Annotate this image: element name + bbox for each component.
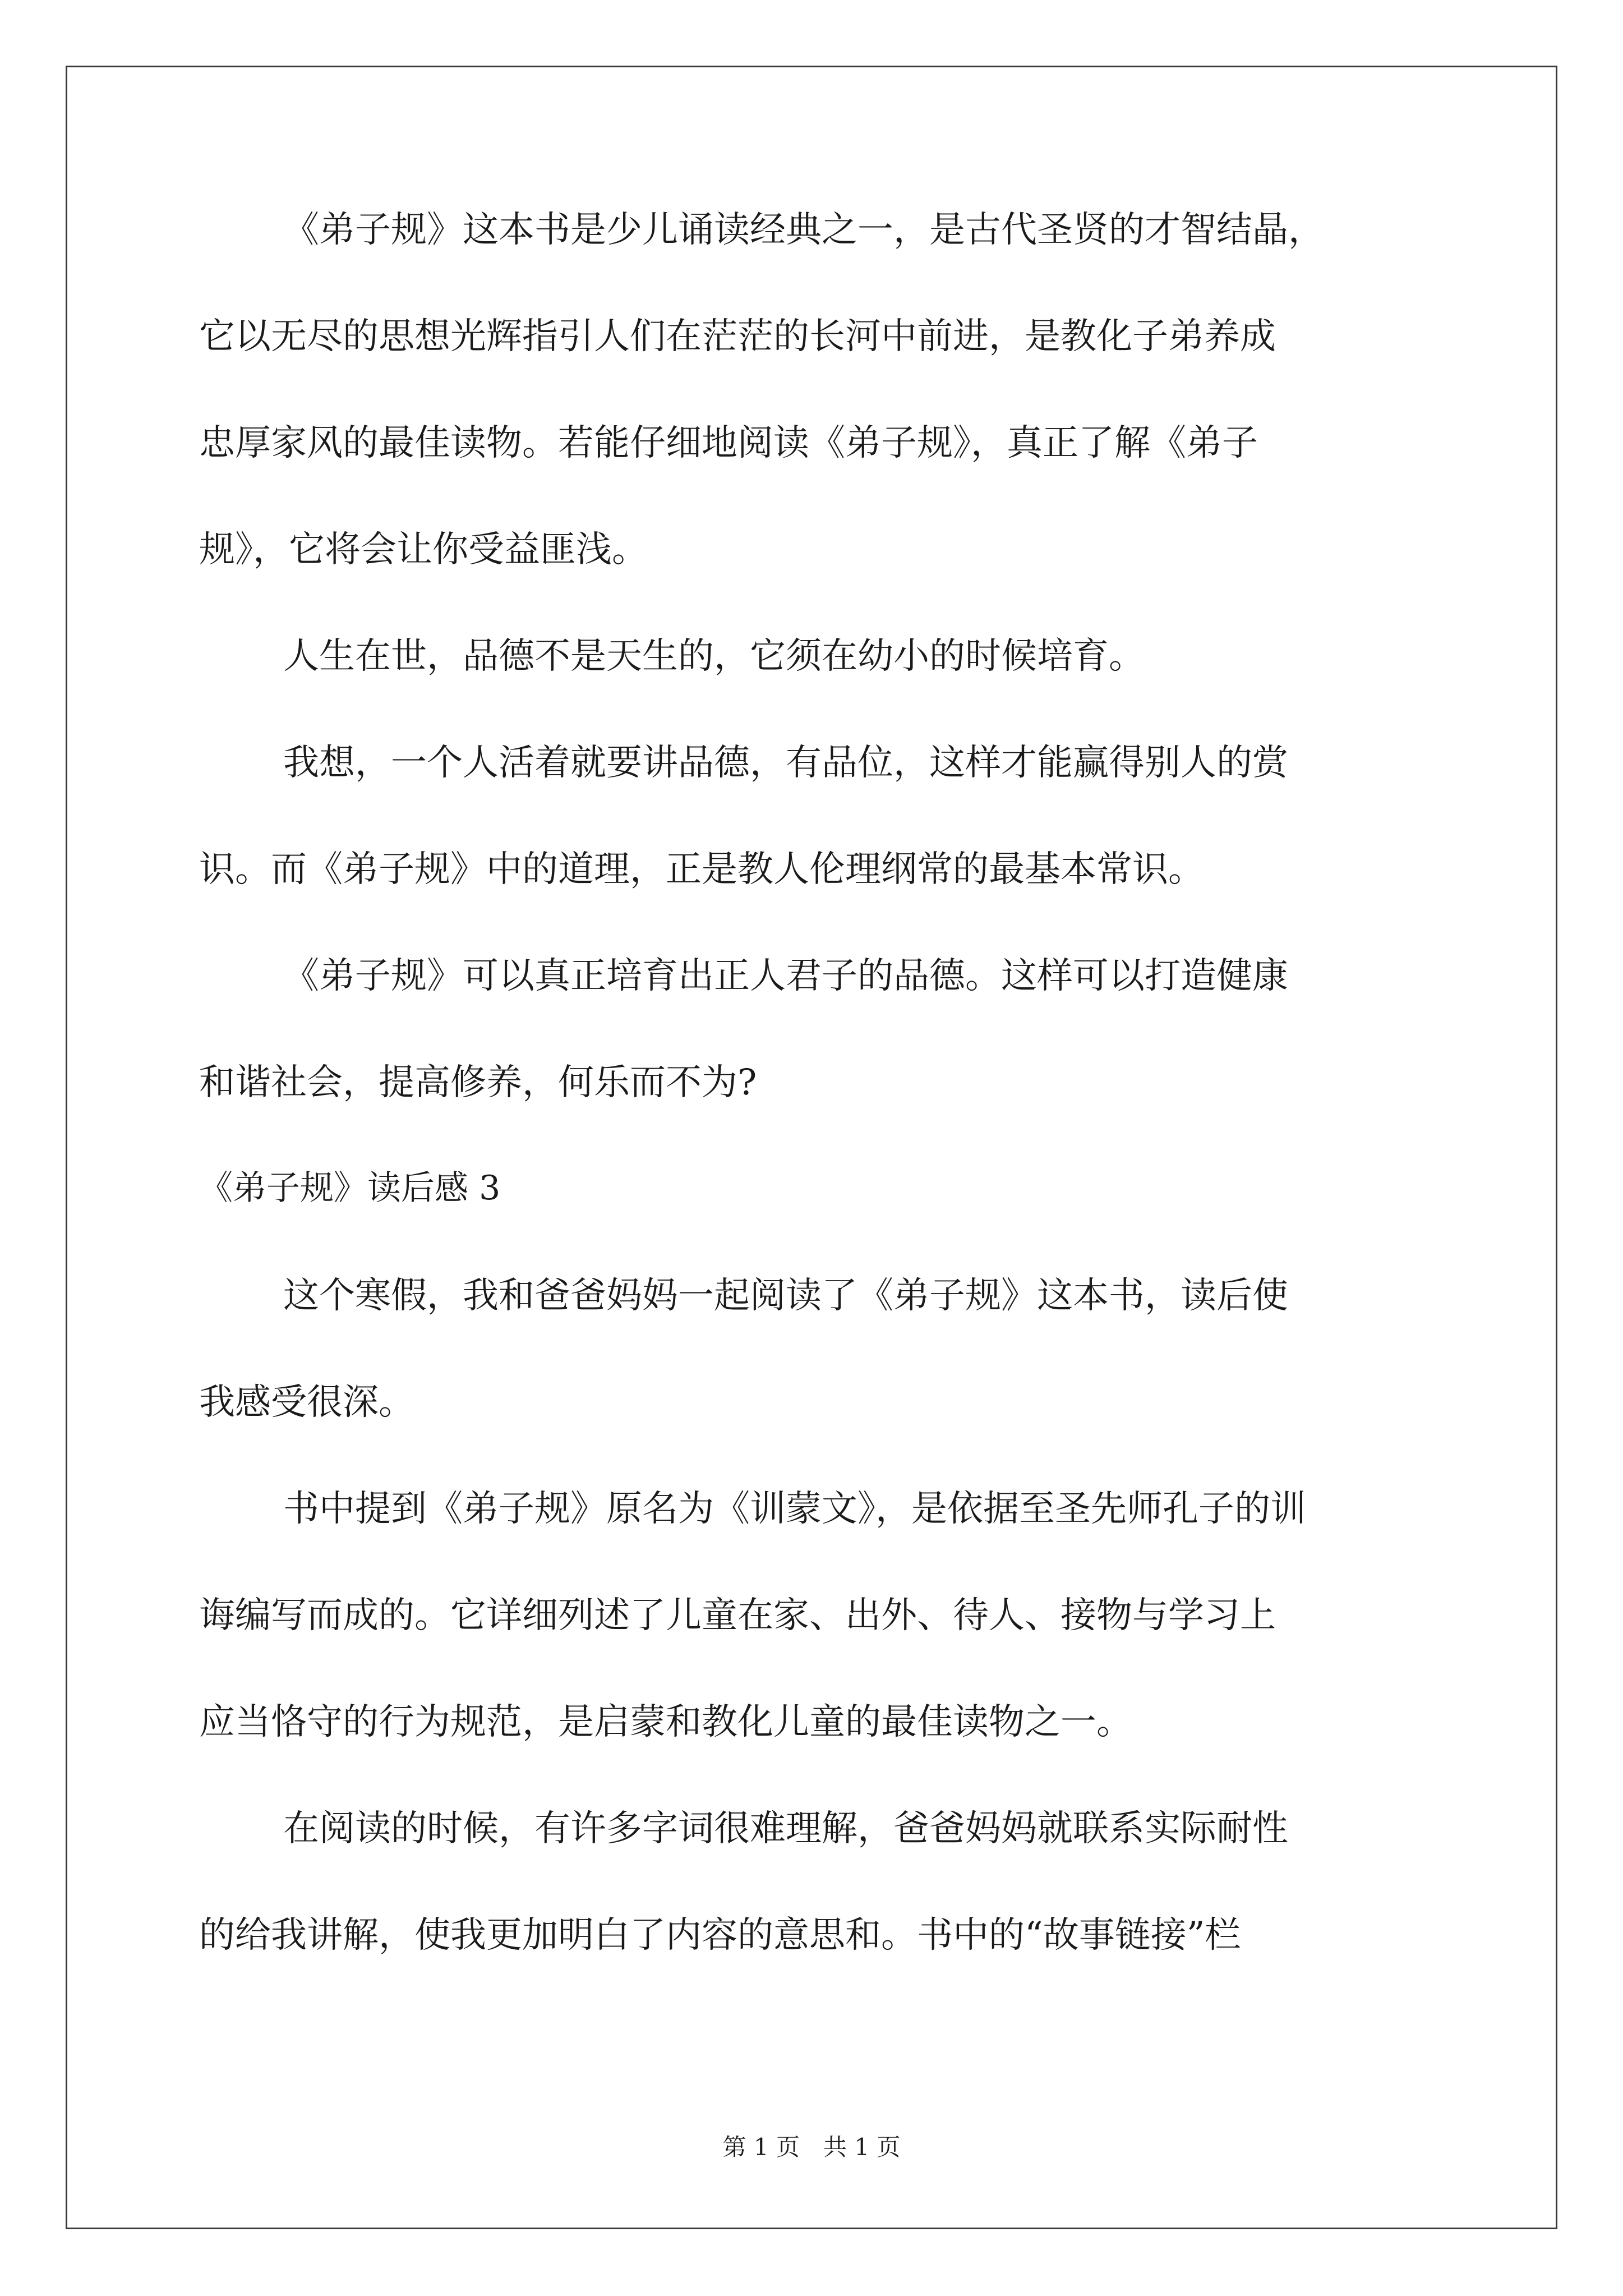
paragraph-line: 人生在世，品德不是天生的，它须在幼小的时候培育。	[283, 636, 1145, 677]
paragraph-line: 应当恪守的行为规范，是启蒙和教化儿童的最佳读物之一。	[199, 1701, 1132, 1743]
paragraph-line: 书中提到《弟子规》原名为《训蒙文》，是依据至圣先师孔子的训	[283, 1488, 1306, 1530]
page-footer: 第 1 页 共 1 页	[722, 2133, 901, 2161]
paragraph-line: 我想，一个人活着就要讲品德，有品位，这样才能赢得别人的赏	[283, 742, 1288, 784]
paragraph-line: 《弟子规》这本书是少儿诵读经典之一，是古代圣贤的才智结晶，	[283, 209, 1324, 251]
paragraph-line: 《弟子规》可以真正培育出正人君子的品德。这样可以打造健康	[283, 955, 1288, 997]
paragraph-line: 规》，它将会让你受益匪浅。	[199, 529, 648, 570]
paragraph-line: 它以无尽的思想光辉指引人们在茫茫的长河中前进，是教化子弟养成	[199, 316, 1276, 357]
paragraph-line: 识。而《弟子规》中的道理，正是教人伦理纲常的最基本常识。	[199, 849, 1204, 890]
paragraph-line: 在阅读的时候，有许多字词很难理解，爸爸妈妈就联系实际耐性	[283, 1808, 1288, 1849]
paragraph-line: 和谐社会，提高修养，何乐而不为?	[199, 1062, 757, 1103]
section-heading: 《弟子规》读后感 3	[199, 1168, 501, 1208]
page-frame	[66, 66, 1557, 2229]
paragraph-line: 我感受很深。	[199, 1382, 414, 1423]
paragraph-line: 诲编写而成的。它详细列述了儿童在家、出外、待人、接物与学习上	[199, 1595, 1276, 1636]
paragraph-line: 的给我讲解，使我更加明白了内容的意思和。书中的“故事链接”栏	[199, 1915, 1241, 1956]
paragraph-line: 这个寒假，我和爸爸妈妈一起阅读了《弟子规》这本书，读后使	[283, 1275, 1288, 1317]
paragraph-line: 忠厚家风的最佳读物。若能仔细地阅读《弟子规》，真正了解《弟子	[199, 422, 1258, 464]
